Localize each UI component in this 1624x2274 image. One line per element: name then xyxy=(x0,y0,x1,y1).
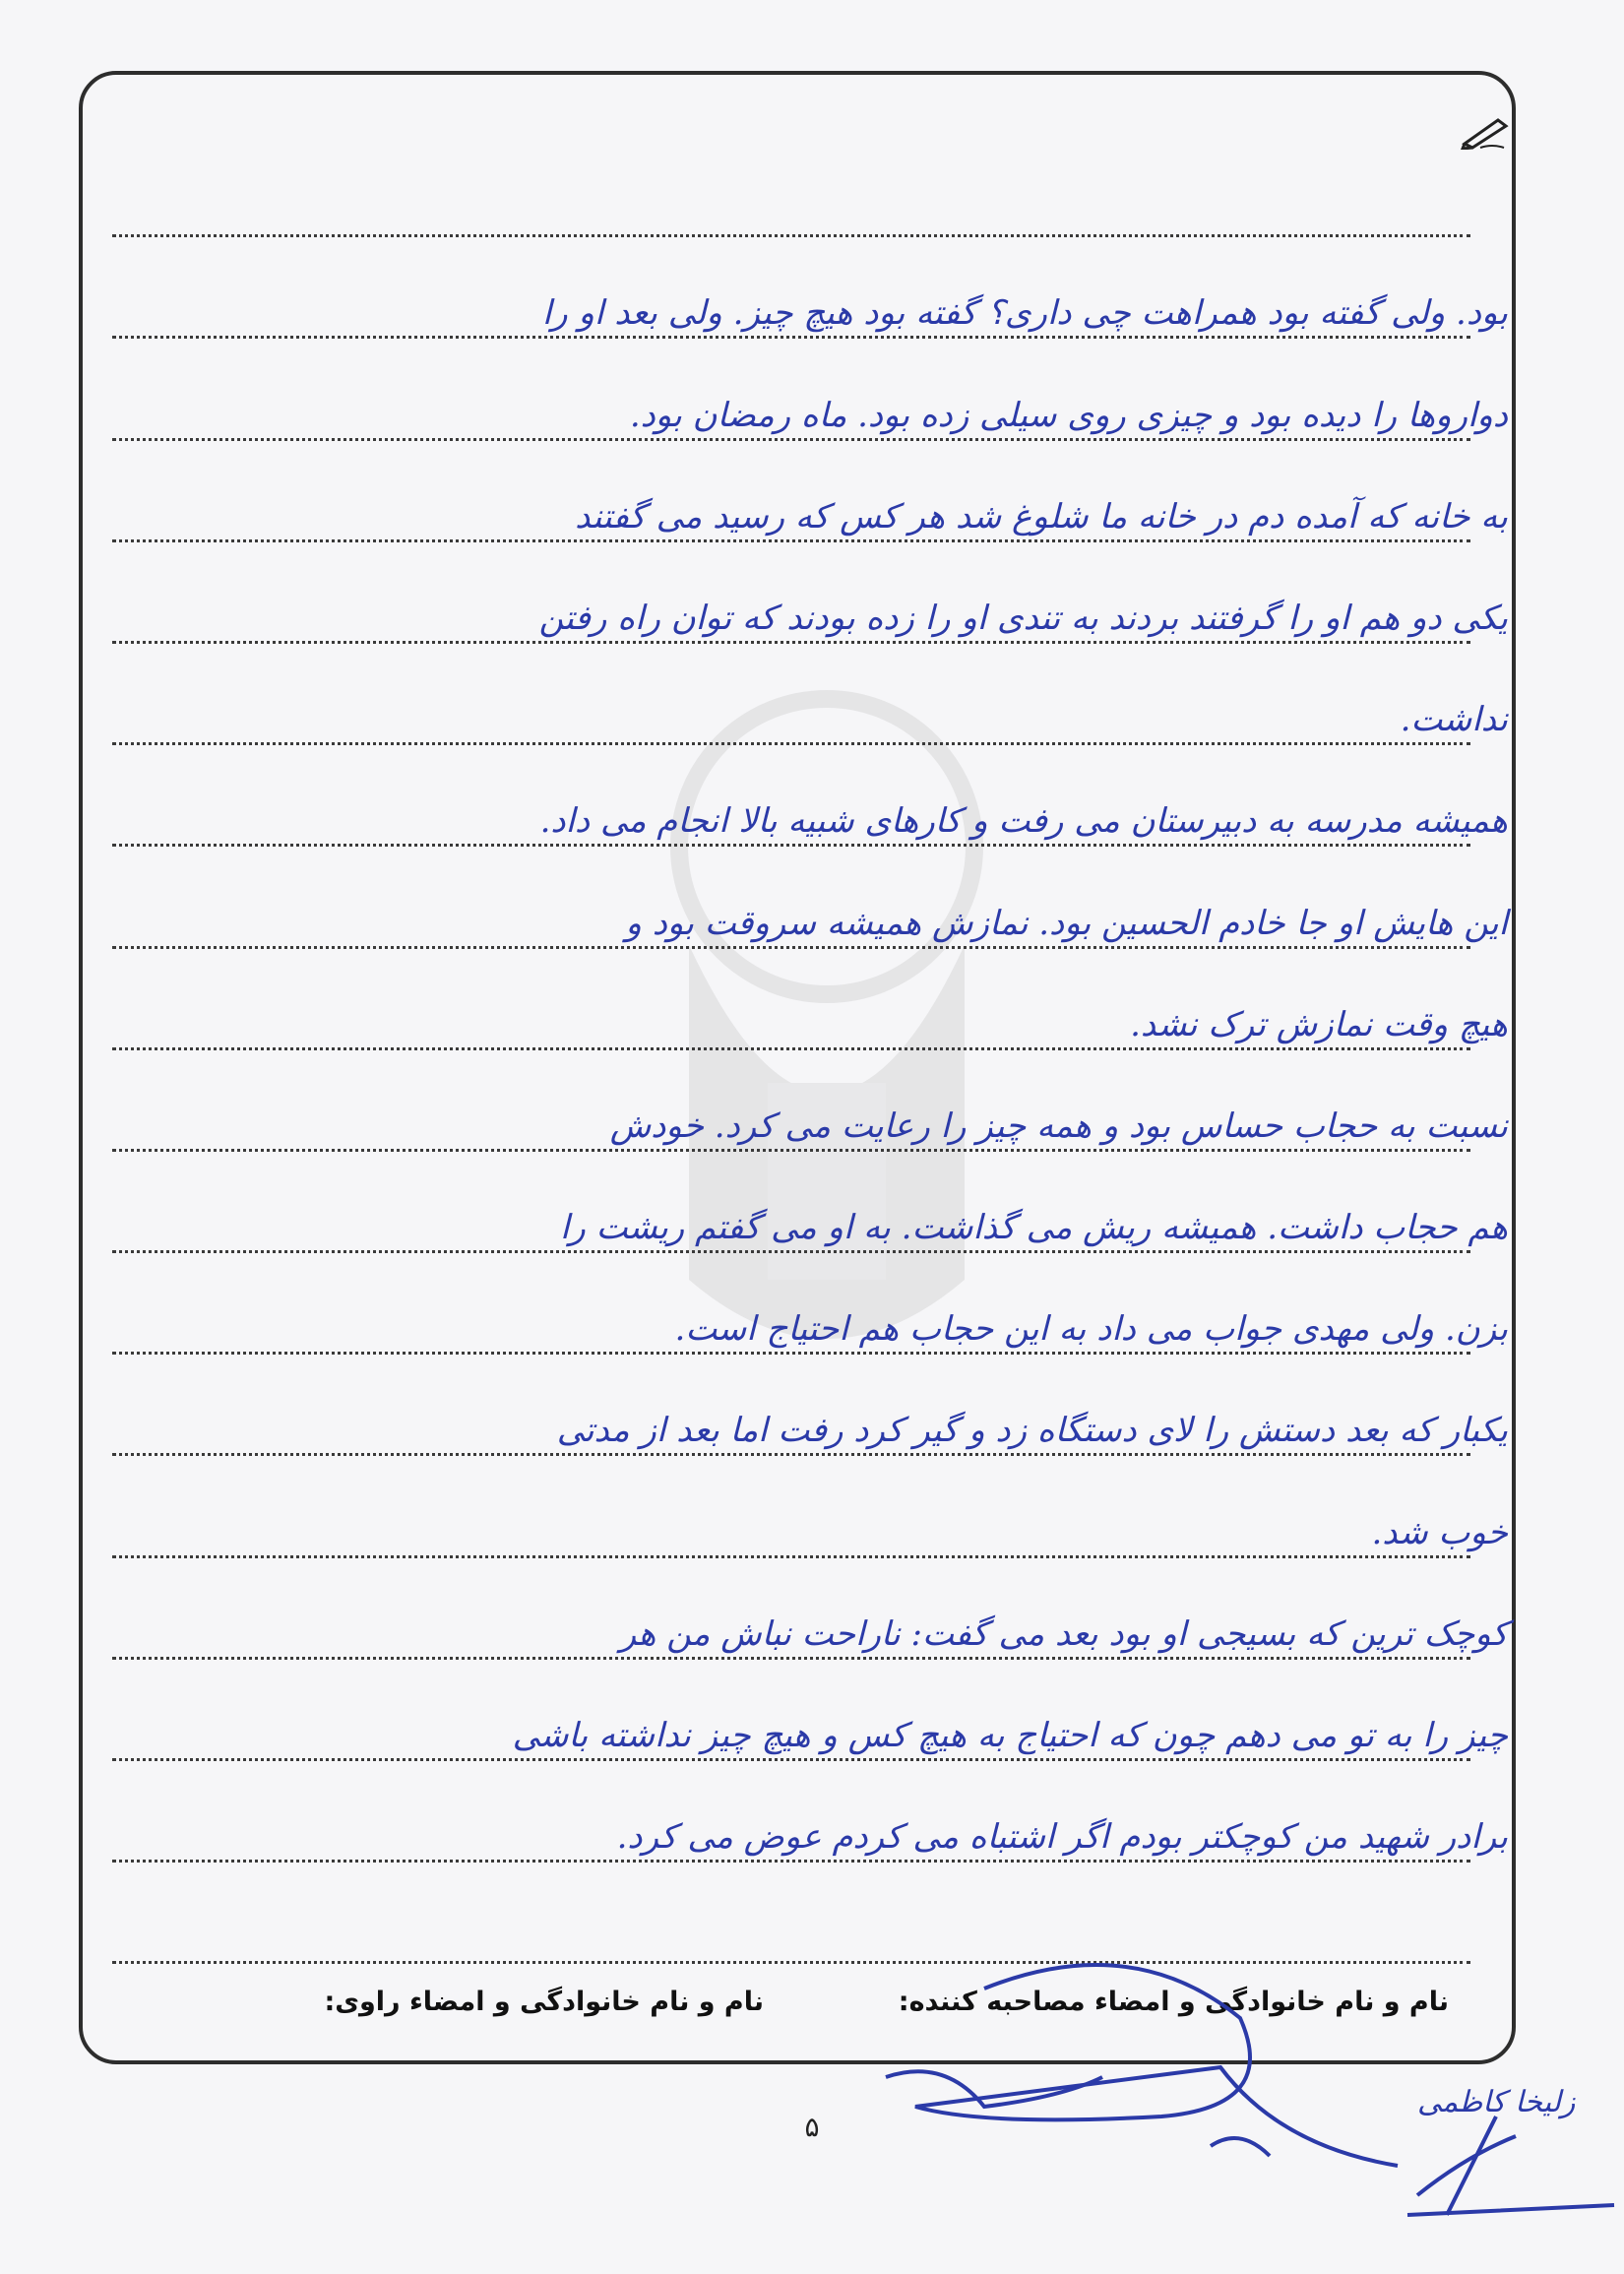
line-text: دواروها را دیده بود و چیزی روی سیلی زده بود. ماه رمضان بود. xyxy=(629,395,1508,435)
line-row xyxy=(112,347,1508,448)
line-row xyxy=(112,652,1508,753)
line-text: چیز را به تو می دهم چون که احتیاج به هیچ کس و هیچ چیز نداشته باشی xyxy=(512,1716,1508,1755)
line-text: هیچ وقت نمازش ترک نشد. xyxy=(1130,1004,1508,1044)
line-text: همیشه مدرسه به دبیرستان می رفت و کارهای شبیه بالا انجام می داد. xyxy=(539,801,1508,842)
line-text: یکی دو هم او را گرفتند بردند به تندی او را زده بودند که توان راه رفتن xyxy=(538,598,1508,638)
interviewer-signature-label: نام و نام خانوادگی و امضاء مصاحبه کننده: xyxy=(898,1987,1449,2017)
line-row xyxy=(112,1566,1508,1668)
line-row xyxy=(112,550,1508,652)
line-row xyxy=(112,1160,1508,1261)
line-row xyxy=(112,753,1508,854)
handwritten-lines xyxy=(112,144,1508,1972)
line-row xyxy=(112,957,1508,1058)
line-text: هم حجاب داشت. همیشه ریش می گذاشت. به او می گفتم ریشت را xyxy=(559,1208,1508,1248)
line-text: بزن. ولی مهدی جواب می داد به این حجاب هم احتیاج است. xyxy=(674,1309,1508,1350)
line-row xyxy=(112,245,1508,347)
line-row xyxy=(112,1362,1508,1464)
line-text: نسبت به حجاب حساس بود و همه چیز را رعایت می کرد. خودش xyxy=(609,1105,1508,1146)
line-row xyxy=(112,1769,1508,1870)
right-signature-stroke xyxy=(1407,2116,1614,2215)
line-text: این هایش او جا خادم الحسین بود. نمازش همیشه سروقت بود و xyxy=(625,903,1508,943)
line-row xyxy=(112,1058,1508,1160)
line-text: یکبار که بعد دستش را لای دستگاه زد و گیر کرد رفت اما بعد از مدتی xyxy=(556,1411,1508,1451)
page-number: ۵ xyxy=(804,2111,820,2143)
line-row xyxy=(112,854,1508,956)
line-text: برادر شهید من کوچکتر بودم اگر اشتباه می کردم عوض می کرد. xyxy=(616,1817,1508,1858)
line-text: به خانه که آمده دم در خانه ما شلوغ شد هر کس که رسید می گفتند xyxy=(575,496,1508,537)
line-text: کوچک ترین که بسیجی او بود بعد می گفت: ناراحت نباش من هر xyxy=(619,1613,1508,1654)
line-row xyxy=(112,1668,1508,1769)
line-row xyxy=(112,1261,1508,1362)
signature-footer xyxy=(83,1987,1512,2026)
narrator-signature-label: نام و نام خانوادگی و امضاء راوی: xyxy=(324,1987,764,2017)
right-signature-name: زلیخا کاظمی xyxy=(1417,2085,1576,2119)
line-text: بود. ولی گفته بود همراهت چی داری؟ گفته بود هیچ چیز. ولی بعد او را xyxy=(541,293,1508,334)
line-text: نداشت. xyxy=(1400,700,1508,740)
line-row xyxy=(112,1870,1470,1972)
line-text: خوب شد. xyxy=(1371,1512,1508,1552)
line-row xyxy=(112,144,1470,245)
narrator-signature xyxy=(886,2071,1270,2156)
page-frame xyxy=(79,71,1516,2064)
line-row xyxy=(112,1464,1508,1565)
line-row xyxy=(112,449,1508,550)
